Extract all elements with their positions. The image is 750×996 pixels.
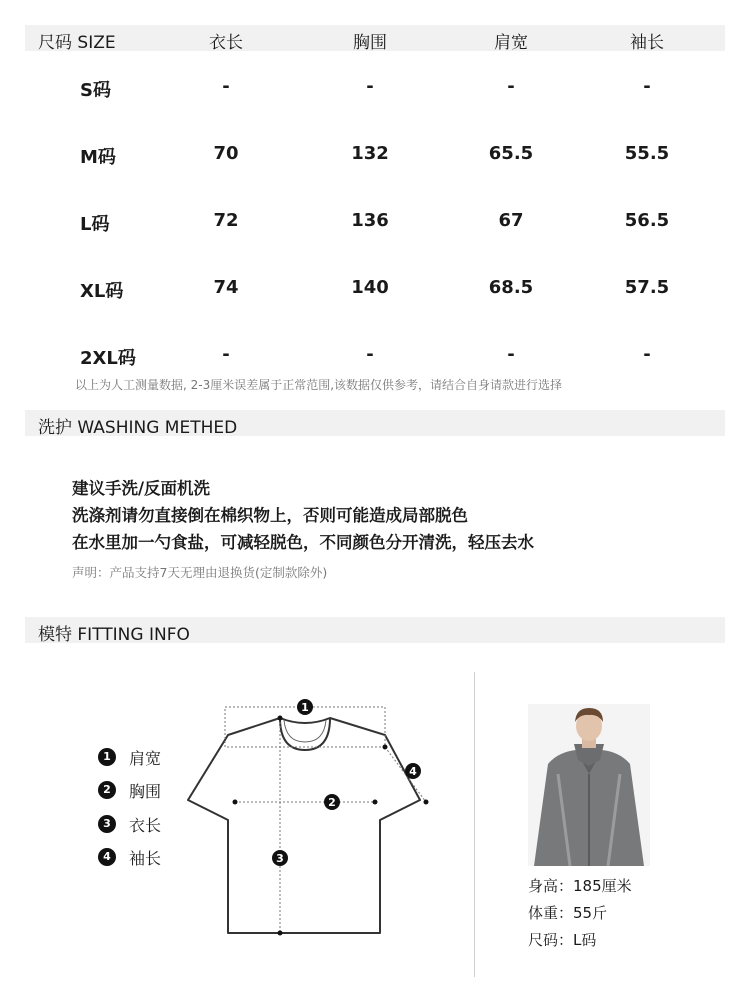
table-row <box>0 344 750 374</box>
value-length: 74 <box>213 277 239 298</box>
size-label: M码 <box>80 147 116 168</box>
value-shoulder: 65.5 <box>488 143 534 164</box>
value-sleeve: - <box>643 344 651 365</box>
marker-4-label: 4 <box>409 765 417 778</box>
washing-section-label: 洗护 WASHING METHED <box>38 418 238 438</box>
measure-point <box>278 716 283 721</box>
value-shoulder: 68.5 <box>488 277 534 298</box>
model-height: 身高：185厘米 <box>528 877 632 895</box>
legend-marker: 4 <box>98 848 116 866</box>
value-sleeve: 57.5 <box>624 277 670 298</box>
legend-label: 袖长 <box>129 849 162 868</box>
legend-label: 肩宽 <box>129 749 162 768</box>
value-chest: 140 <box>351 277 389 298</box>
header-shoulder: 肩宽 <box>494 33 528 53</box>
table-row <box>0 277 750 307</box>
measure-point <box>373 800 378 805</box>
model-photo <box>528 704 650 866</box>
wash-instruction: 在水里加一勺食盐，可减轻脱色，不同颜色分开清洗，轻压去水 <box>72 533 534 552</box>
model-size: 尺码：L码 <box>528 931 597 949</box>
measure-point <box>278 931 283 936</box>
value-sleeve: 55.5 <box>624 143 670 164</box>
value-shoulder: - <box>507 344 515 365</box>
header-length: 衣长 <box>209 33 243 53</box>
return-policy-note: 声明：产品支持7天无理由退换货(定制款除外) <box>72 565 328 580</box>
measure-point <box>233 800 238 805</box>
wash-instruction: 洗涤剂请勿直接倒在棉织物上，否则可能造成局部脱色 <box>72 506 468 525</box>
value-shoulder: 67 <box>498 210 524 231</box>
header-sleeve: 袖长 <box>630 33 664 53</box>
value-length: - <box>222 76 230 97</box>
value-chest: 132 <box>351 143 389 164</box>
marker-3-label: 3 <box>276 852 284 865</box>
value-chest: - <box>366 76 374 97</box>
value-length: 72 <box>213 210 239 231</box>
marker-1-label: 1 <box>301 701 309 714</box>
fitting-section-label: 模特 FITTING INFO <box>38 625 190 645</box>
value-chest: 136 <box>351 210 389 231</box>
size-section-header <box>25 25 725 51</box>
measure-point <box>424 800 429 805</box>
table-row <box>0 143 750 173</box>
size-label: XL码 <box>80 281 124 302</box>
tshirt-measurement-diagram <box>180 690 440 945</box>
value-shoulder: - <box>507 76 515 97</box>
legend-marker: 3 <box>98 815 116 833</box>
size-label: 2XL码 <box>80 348 136 369</box>
size-label: L码 <box>80 214 110 235</box>
marker-2-label: 2 <box>328 796 336 809</box>
size-section-label: 尺码 SIZE <box>38 33 116 53</box>
legend-label: 胸围 <box>129 782 162 801</box>
model-weight: 体重：55斤 <box>528 904 608 922</box>
fitting-section-header <box>25 617 725 643</box>
vertical-divider <box>474 672 475 977</box>
size-label: S码 <box>80 80 111 101</box>
legend-label: 衣长 <box>129 816 162 835</box>
value-chest: - <box>366 344 374 365</box>
header-chest: 胸围 <box>353 33 387 53</box>
value-length: - <box>222 344 230 365</box>
legend-marker: 2 <box>98 781 116 799</box>
table-row <box>0 76 750 106</box>
value-length: 70 <box>213 143 239 164</box>
wash-instruction: 建议手洗/反面机洗 <box>72 479 211 498</box>
size-note: 以上为人工测量数据, 2-3厘米误差属于正常范围,该数据仅供参考，请结合自身请款进行选择 <box>75 378 563 392</box>
table-row <box>0 210 750 240</box>
measure-point <box>383 745 388 750</box>
legend-marker: 1 <box>98 748 116 766</box>
value-sleeve: 56.5 <box>624 210 670 231</box>
washing-section-header <box>25 410 725 436</box>
value-sleeve: - <box>643 76 651 97</box>
